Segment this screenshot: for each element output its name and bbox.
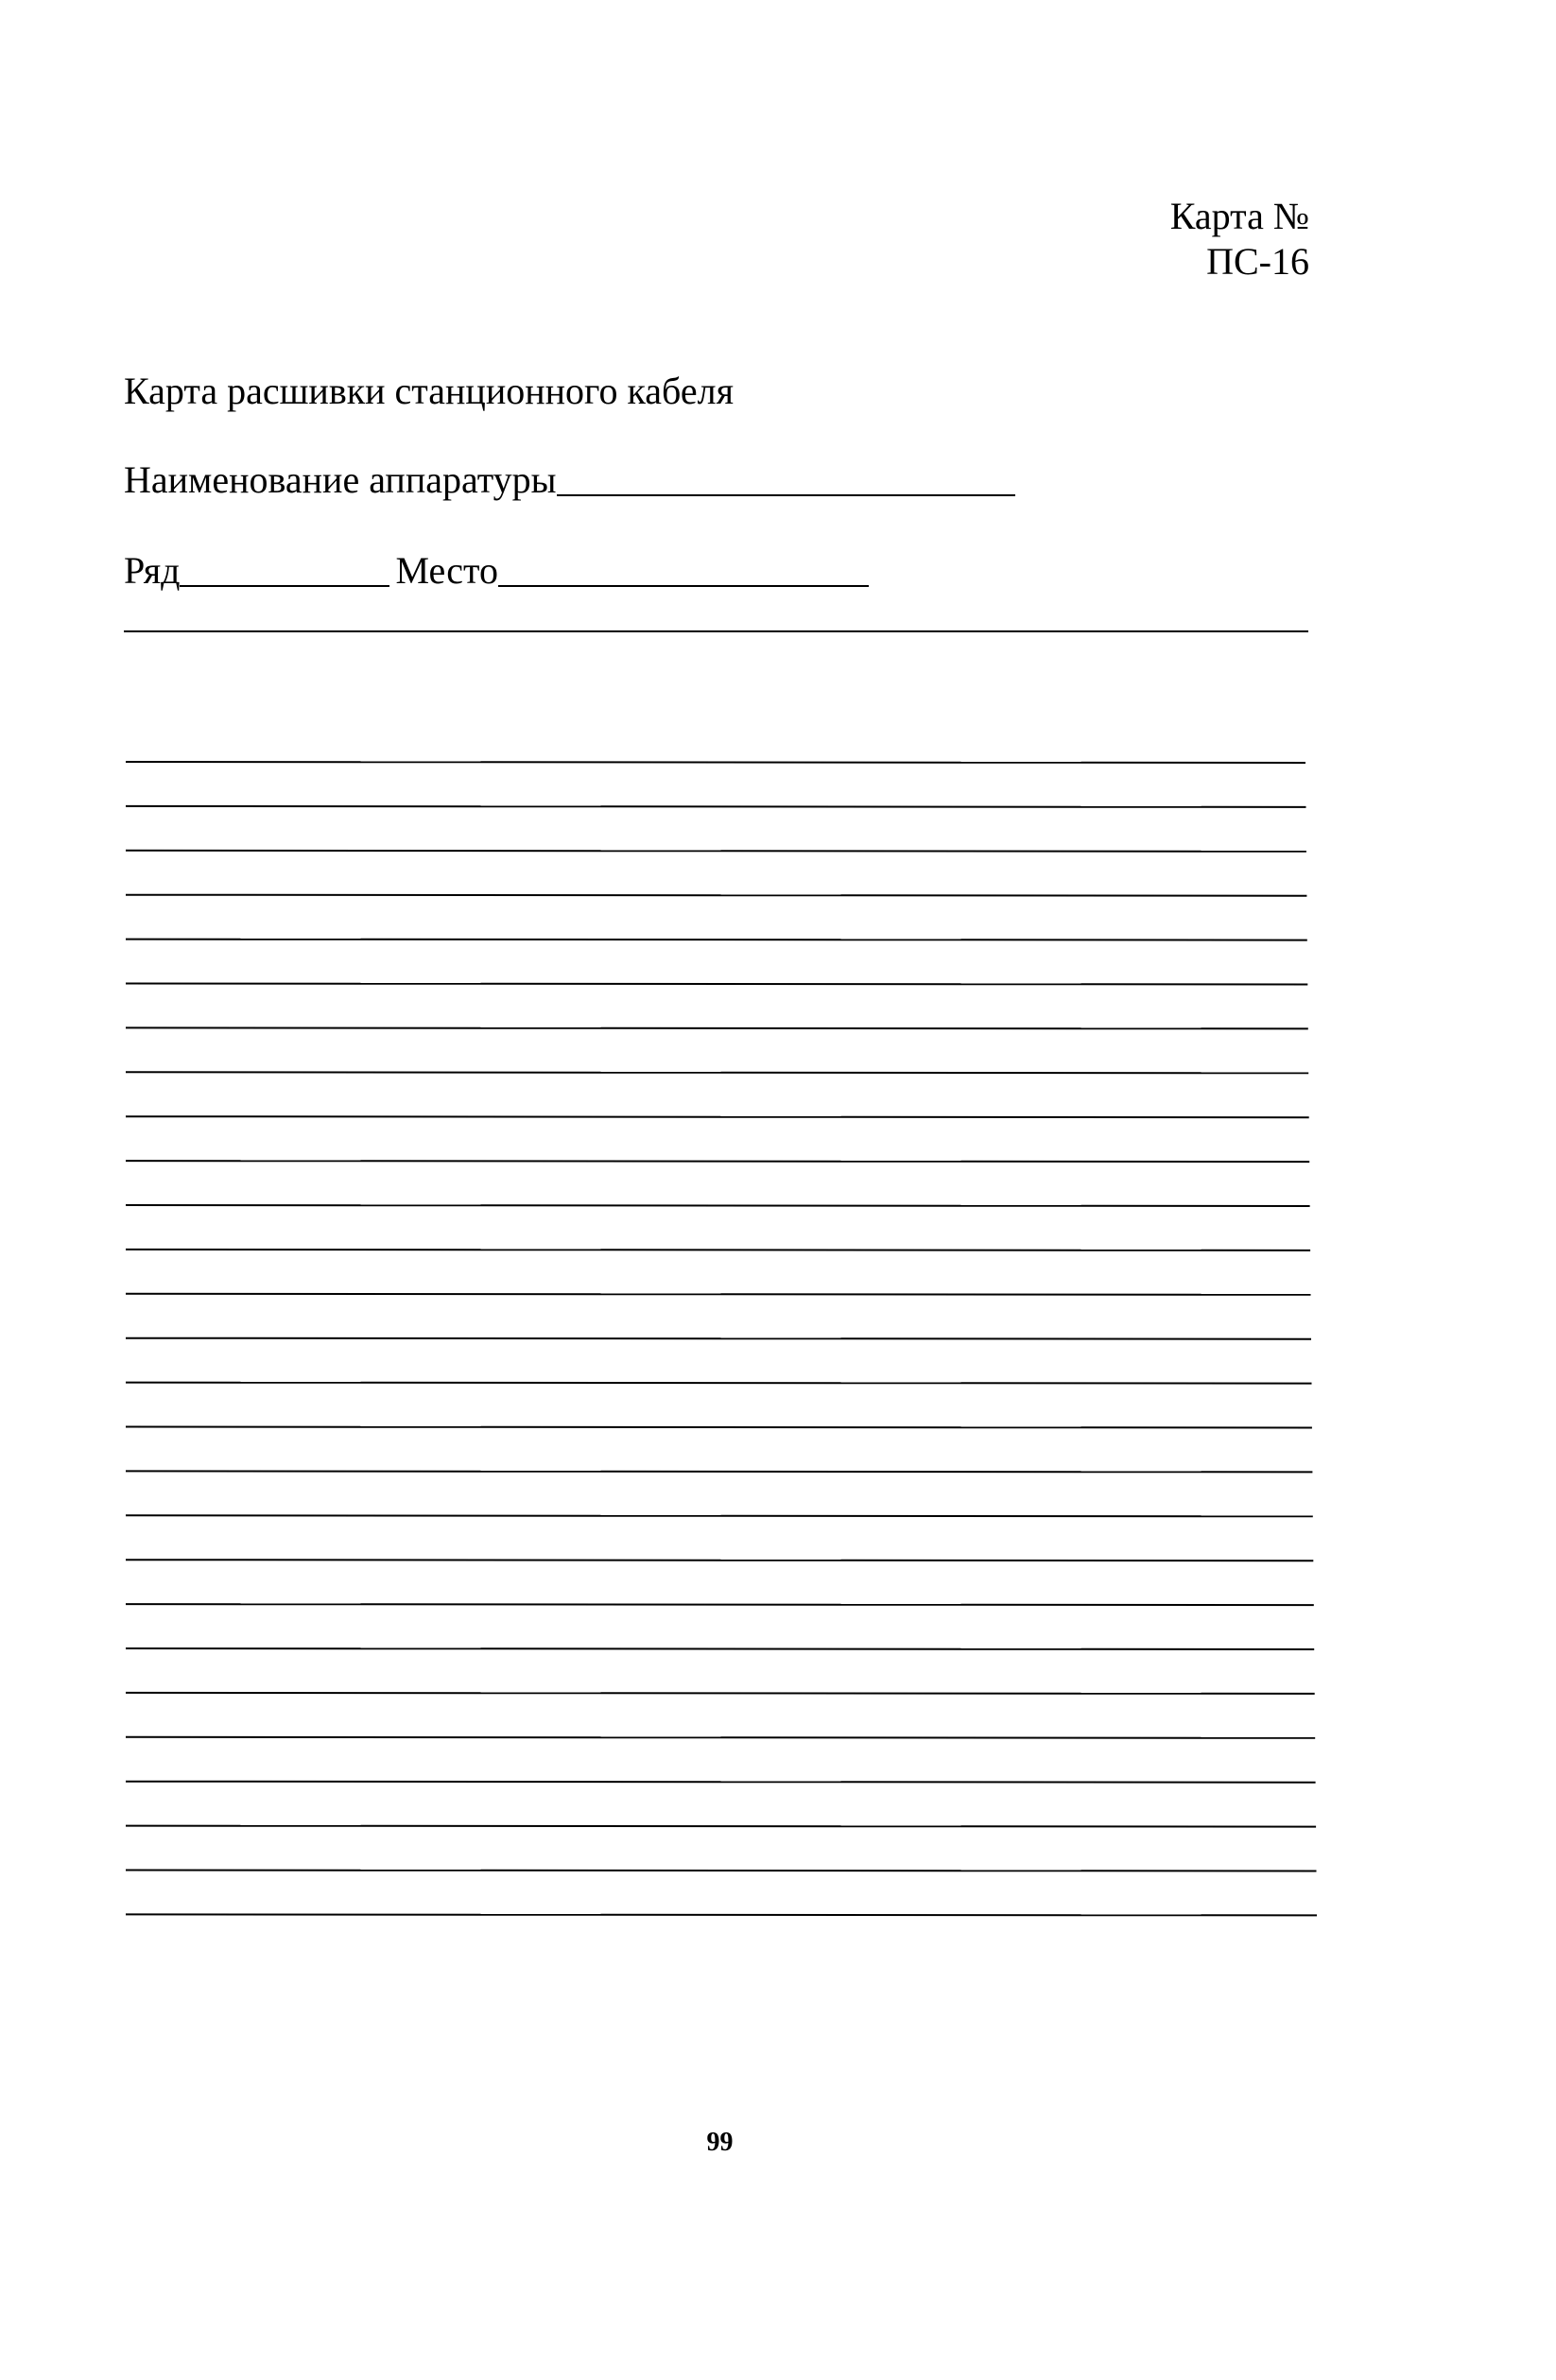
ruled-line (126, 1914, 1317, 1915)
card-number-block (1170, 194, 1309, 285)
ruled-line (126, 851, 1306, 852)
row-label: Ряд (124, 549, 181, 592)
place-label: Место (395, 549, 498, 592)
ruled-line (126, 1161, 1309, 1162)
ruled-line (126, 762, 1305, 763)
ruled-line (126, 1693, 1315, 1694)
ruled-line (126, 984, 1307, 985)
ruled-line (126, 1515, 1313, 1516)
apparatus-label: Наименование аппаратуры (124, 458, 557, 501)
ruled-line (126, 1072, 1308, 1073)
ruled-line (126, 895, 1306, 896)
ruled-line (126, 1427, 1312, 1428)
header-divider (124, 630, 1308, 632)
ruled-line (126, 1205, 1310, 1206)
ruled-line (126, 1027, 1308, 1028)
ruled-line (126, 1294, 1311, 1295)
ruled-line (126, 1338, 1311, 1339)
ruled-line (126, 1648, 1314, 1649)
apparatus-blank[interactable] (557, 460, 1015, 496)
ruled-line (126, 1383, 1312, 1384)
row-blank[interactable] (180, 551, 389, 587)
ruled-line (126, 1604, 1314, 1605)
page-number: 99 (706, 2128, 734, 2157)
ruled-line (126, 1737, 1315, 1738)
ruled-line (126, 1116, 1309, 1117)
ruled-line (126, 1471, 1312, 1472)
apparatus-field (124, 457, 1015, 503)
row-place-field (124, 548, 869, 594)
ruled-line (126, 1826, 1316, 1827)
card-number: ПС-16 (1206, 240, 1309, 283)
place-blank[interactable] (498, 551, 869, 587)
card-label: Карта № (1169, 195, 1309, 237)
ruled-line (126, 1560, 1313, 1561)
document-title: Карта расшивки станционного кабеля (124, 370, 734, 412)
ruled-line (126, 1782, 1316, 1783)
ruled-line (126, 806, 1306, 807)
